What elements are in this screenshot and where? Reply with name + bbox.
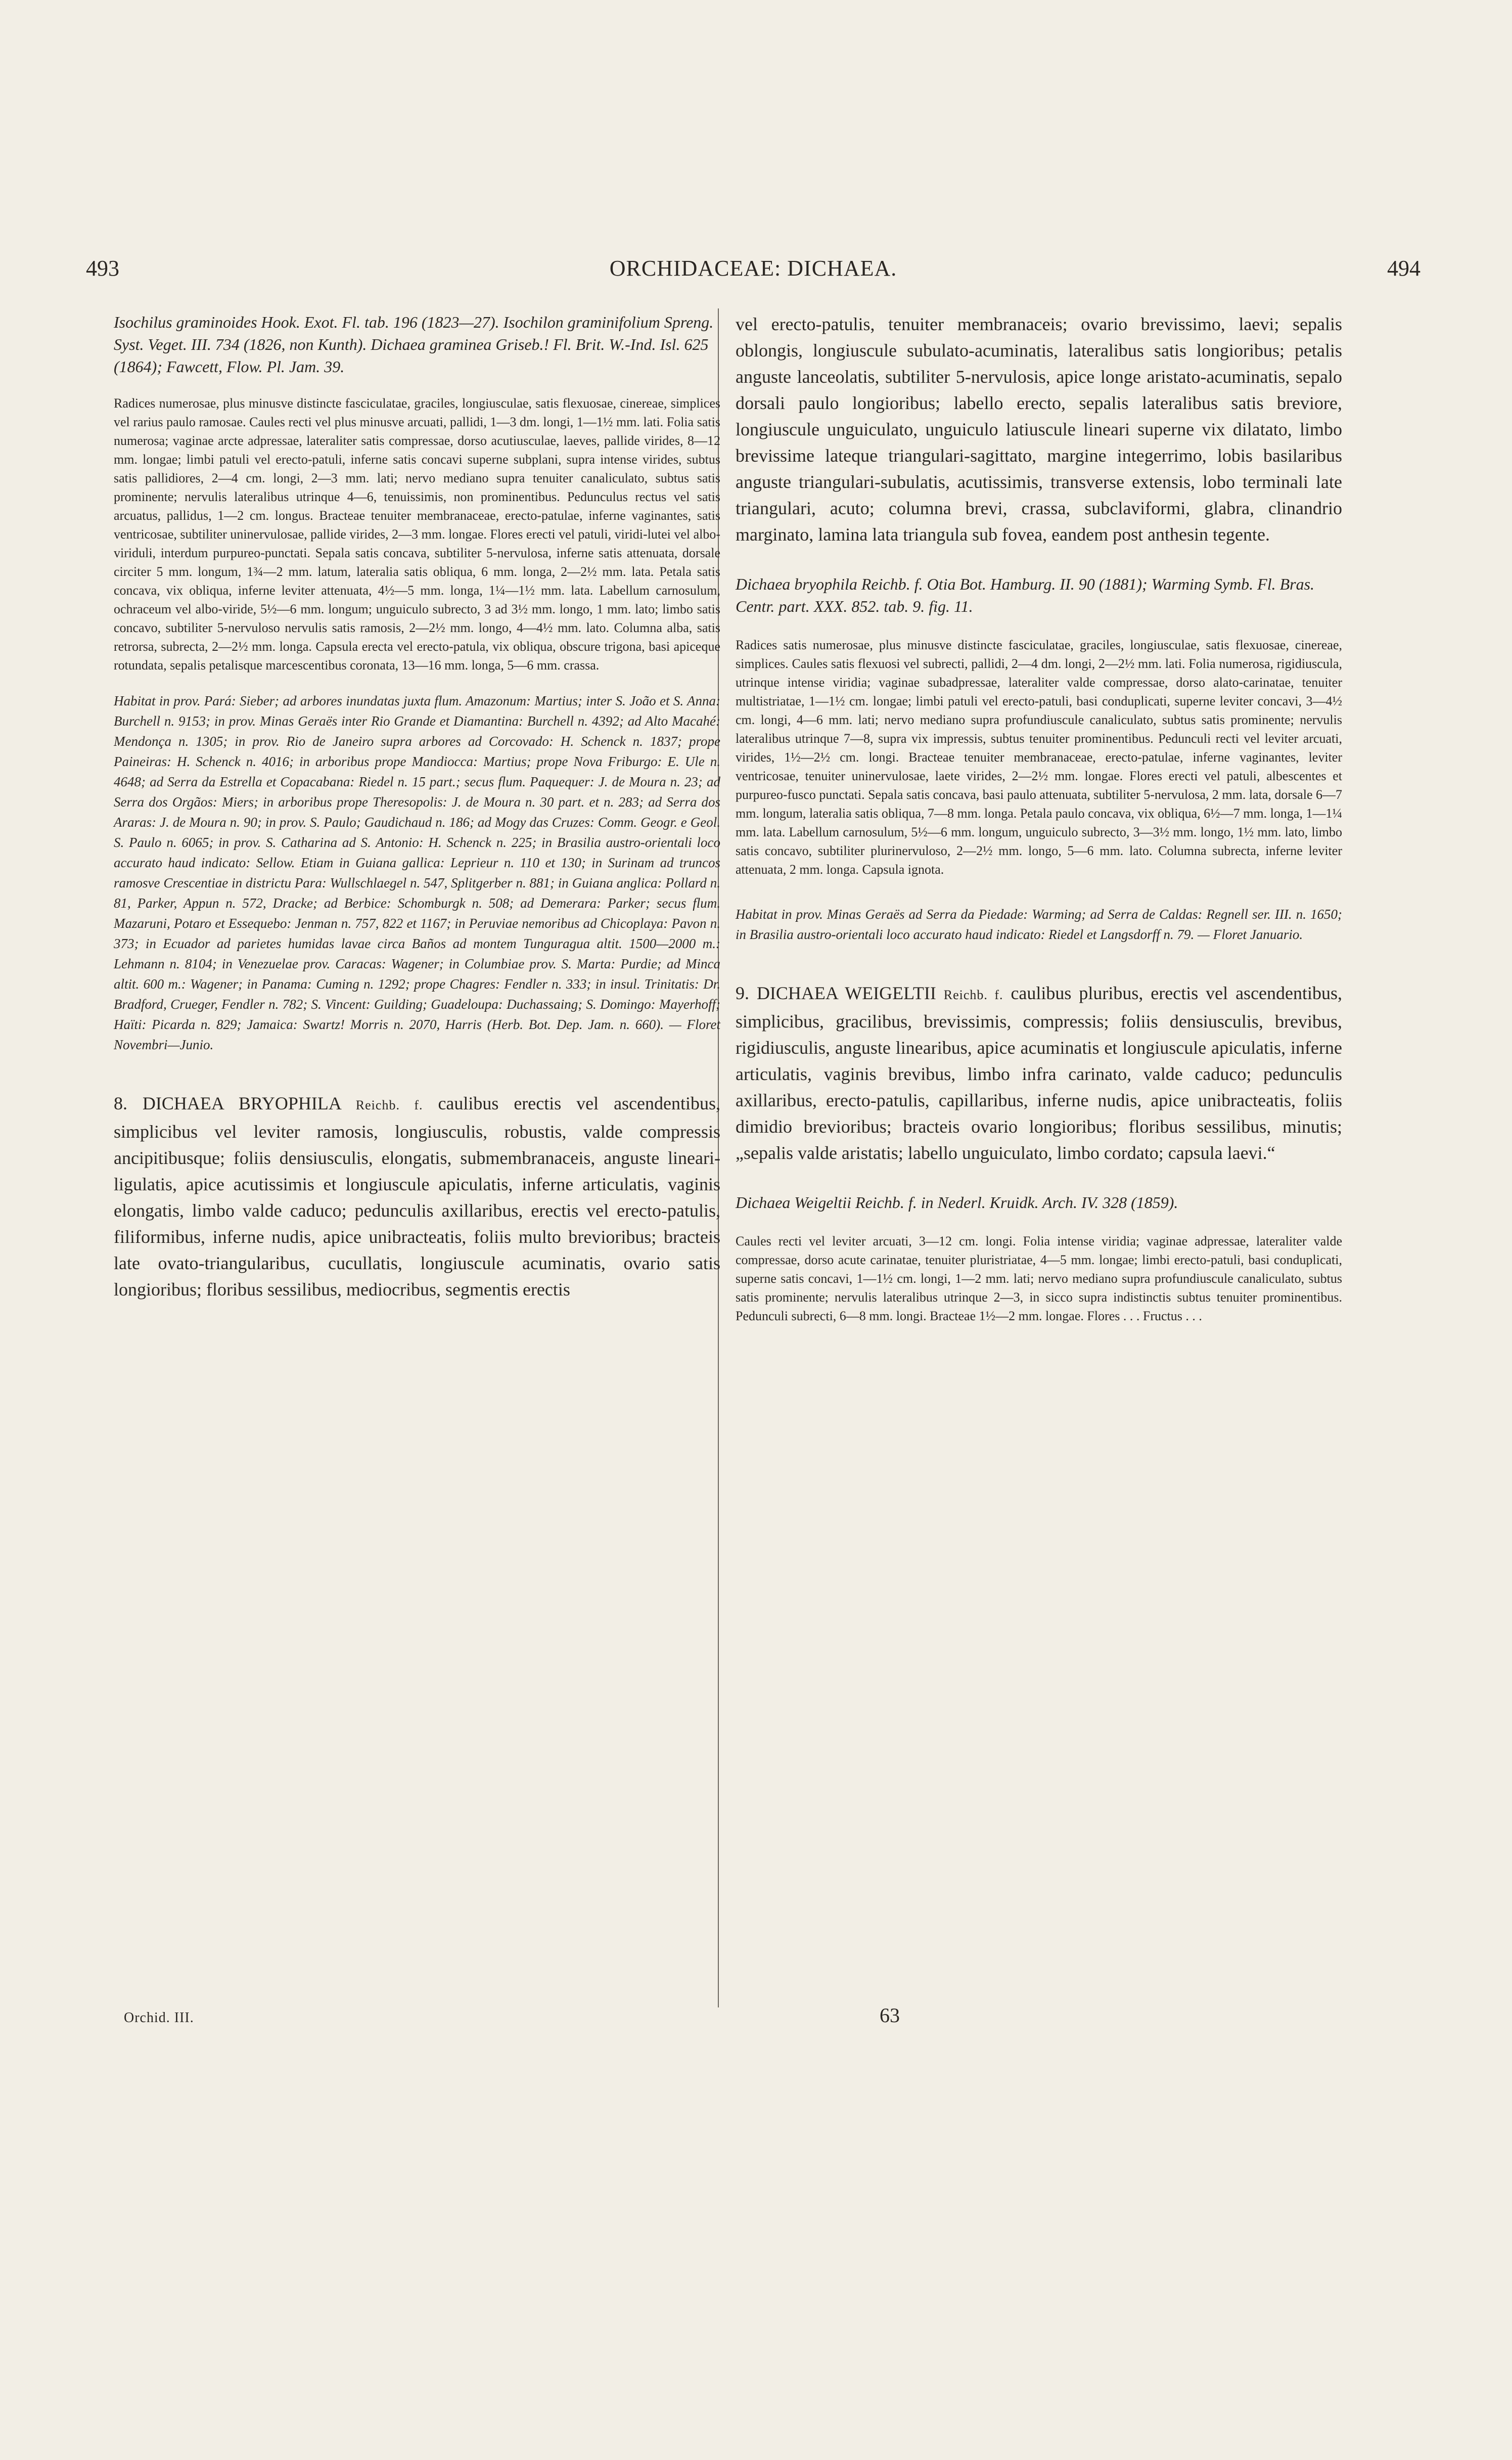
right-page-number: 494: [1387, 256, 1421, 281]
sheet-number: 63: [880, 2004, 900, 2027]
signature-mark: Orchid. III.: [124, 2010, 194, 2026]
species-8-diagnosis: caulibus erectis vel ascendentibus, simplicibus vel leviter ramosis, longiusculis, robustis, valde compressis ancipitibusque; foliis densiusculis, elongatis, submembranaceis, anguste lineari-ligulatis, apice acutissimis et longiuscule apiculatis, inferne articulatis, vaginis elongatis, limbo valde caduco; pedunculis axillaribus, erectis vel erecto-patulis, filiformibus, inferne nudis, apice unibracteatis, foliis multo brevioribus; bracteis late ovato-triangularibus, cucullatis, longiuscule acuminatis, ovario satis longioribus; floribus sessilibus, mediocribus, segmentis erectis: [114, 1093, 721, 1300]
citation-d-weigeltii: Dichaea Weigeltii Reichb. f. in Nederl. Kruidk. Arch. IV. 328 (1859).: [736, 1193, 1178, 1212]
species-8-number: 8.: [114, 1093, 127, 1113]
running-header: [86, 255, 1421, 291]
citation-d-bryophila: Dichaea bryophila Reichb. f. Otia Bot. Hamburg. II. 90 (1881); Warming Symb. Fl. Bras. Centr. part. XXX. 852. tab. 9. fig. 11.: [736, 575, 1315, 615]
synonymy: Isochilus graminoides Hook. Exot. Fl. tab. 196 (1823—27). Isochilon graminifolium Spreng. Syst. Veget. III. 734 (1826, non Kunth). Dichaea graminea Griseb.! Fl. Brit. W.-Ind. Isl. 625 (1864); Fawcett, Flow. Pl. Jam. 39.: [114, 313, 714, 376]
left-page-number: 493: [86, 256, 119, 281]
description-d-weigeltii: Caules recti vel leviter arcuati, 3—12 cm. longi. Folia intense viridia; vaginae adpressae, lateraliter valde compressae, dorso acute carinatae, tenuiter pluristriatae, 4—5 mm. longae; limbi erecto-patuli, basi conduplicati, superne satis concavi, 1—1½ cm. longi, 1—2 mm. lati; nervo mediano supra profundiuscule canaliculato, subtus satis prominente; nervulis lateralibus utrinque 2—3, in sicco supra indistinctis subtus tenuiter prominentibus. Pedunculi subrecti, 6—8 mm. longi. Bracteae 1½—2 mm. longae. Flores . . . Fructus . . .: [736, 1234, 1342, 1323]
species-8-name: DICHAEA BRYOPHILA: [142, 1093, 341, 1113]
species-9-diagnosis: caulibus pluribus, erectis vel ascendentibus, simplicibus, gracilibus, brevissimis, compressis; foliis densiusculis, brevibus, rigidiusculis, anguste linearibus, apice acuminatis et longiuscule apiculatis, inferne articulatis, vaginis brevibus, limbo infra carinato, valde caduco; pedunculis axillaribus, erecto-patulis, capillaribus, inferne nudis, apice unibracteatis, foliis dimidio brevioribus; bracteis ovario longioribus; floribus sessilibus, minutis; „sepalis valde aristatis; labello unguiculato, limbo cordato; capsula laevi.“: [736, 983, 1343, 1163]
description-d-graminoides: Radices numerosae, plus minusve distincte fasciculatae, graciles, longiusculae, satis flexuosae, cinereae, simplices vel rarius paulo ramosae. Caules recti vel plus minusve arcuati, pallidi, 1—3 dm. longi, 1—1½ mm. lati. Folia satis numerosa; vaginae arcte adpressae, lateraliter satis compressae, dorso acutiusculae, laeves, pallide virides, 8—12 mm. longae; limbi patuli vel erecto-patuli, inferne satis concavi superne subplani, supra intense virides, subtus satis pallidiores, 2—4 cm. longi, 2—3 mm. lati; nervo mediano supra tenuiter canaliculato, subtus satis prominente; nervulis lateralibus utrinque 4—6, tenuissimis, non prominentibus. Pedunculus rectus vel satis arcuatus, pallidus, 1—2 cm. longus. Bracteae tenuiter membranaceae, erecto-patulae, inferne vaginantes, satis ventricosae, subtiliter uninervulosae, pallide virides, 2—3 mm. longae. Flores erecti vel patuli, viridi-lutei vel albo-viriduli, interdum purpureo-punctati. Sepala satis concava, subtiliter 5-nervulosa, inferne satis attenuata, dorsale circiter 5 mm. longum, 1¾—2 mm. latum, lateralia satis obliqua, 6 mm. longa, 2—2½ mm. lata. Petala satis concava, vix obliqua, inferne leviter attenuata, 4½—5 mm. longa, 1¼—1½ mm. lata. Labellum carnosulum, ochraceum vel albo-viride, 5½—6 mm. longum; unguiculo subrecto, 3 ad 3½ mm. longo, 1 mm. lato; limbo satis concavo, subtiliter 5-nervuloso nervulis satis ramosis, 2—2½ mm. longo, 4—4½ mm. lato. Columna alba, satis retrorsa, subrecta, 2—2½ mm. longa. Capsula erecta vel erecto-patula, vix obliqua, obscure trigona, basi apiceque rotundata, sepalis petalisque marcescentibus coronata, 13—16 mm. longa, 5—6 mm. crassa.: [114, 396, 721, 673]
habitat-d-graminoides: Habitat in prov. Pará: Sieber; ad arbores inundatas juxta flum. Amazonum: Martius; inter S. João et S. Anna: Burchell n. 9153; in prov. Minas Geraës inter Rio Grande et Diamantina: Burchell n. 4392; ad Alto Macahé: Mendonça n. 1305; in prov. Rio de Janeiro supra arbores ad Corcovado: H. Schenck n. 1837; prope Paineiras: H. Schenck n. 4016; in arboribus prope Mandiocca: Martius; prope Nova Friburgo: E. Ule n. 4648; ad Serra da Estrella et Copacabana: Riedel n. 15 part.; secus flum. Paquequer: J. de Moura n. 23; ad Serra dos Orgãos: Miers; in arboribus prope Theresopolis: J. de Moura n. 30 part. et n. 283; ad Serra dos Araras: J. de Moura n. 90; in prov. S. Paulo; Gaudichaud n. 186; ad Mogy das Cruzes: Comm. Geogr. e Geol. S. Paulo n. 6065; in prov. S. Catharina ad S. Antonio: H. Schenck n. 225; in Brasilia austro-orientali loco accurato haud indicato: Sellow. Etiam in Guiana gallica: Leprieur n. 110 et 130; in Surinam ad truncos ramosve Crescentiae in districtu Para: Wullschlaegel n. 547, Splitgerber n. 881; in Guiana anglica: Pollard n. 81, Parker, Appun n. 572, Dracke; ad Berbice: Schomburgk n. 508; ad Demerara: Parker; secus flum. Mazaruni, Potaro et Essequebo: Jenman n. 757, 822 et 1167; in Peruviae nemoribus ad Chicoplaya: Pavon n. 373; in Ecuador ad parietes humidas lavae circa Baños ad montem Tunguragua altit. 1500—2000 m.: Lehmann n. 8104; in Venezuelae prov. Caracas: Wagener; in Columbiae prov. S. Marta: Purdie; ad Minca altit. 600 m.: Wagener; in Panama: Cuming n. 1292; prope Chagres: Fendler n. 333; in insul. Trinitatis: Dr. Bradford, Crueger, Fendler n. 782; S. Vincent: Guilding; Guadeloupa: Duchassaing; S. Domingo: Mayerhoff; Haïti: Picarda n. 829; Jamaica: Swartz! Morris n. 2070, Harris (Herb. Bot. Dep. Jam. n. 660). — Floret Novembri—Junio.: [114, 693, 720, 1052]
left-column: [114, 311, 720, 1303]
right-column: [736, 311, 1342, 1325]
species-9-author: Reichb. f.: [943, 988, 1003, 1002]
description-d-bryophila: Radices satis numerosae, plus minusve distincte fasciculatae, graciles, longiusculae, satis flexuosae, cinereae, simplices. Caules satis flexuosi vel subrecti, pallidi, 2—4 dm. longi, 2—2½ mm. lati. Folia numerosa, rigidiuscula, utrinque intense viridia; vaginae subadpressae, lateraliter valde compressae, dorso alato-carinatae, tenuiter multistriatae, 1—1½ cm. longae; limbi patuli vel erecto-patuli, basi conduplicati, superne leviter concavi, 3—4½ cm. longi, 4—6 mm. lati; nervo mediano supra profundiuscule canaliculato, subtus satis prominente; nervulis lateralibus utrinque 7—8, supra vix impressis, subtus tenuiter prominentibus. Pedunculi recti vel leviter arcuati, virides, 1½—2½ cm. longi. Bracteae tenuiter membranaceae, erecto-patulae, inferne vaginantes, leviter ventricosae, tenuiter uninervulosae, laete virides, 2—2½ mm. longae. Flores erecti vel patuli, albescentes et purpureo-fusco punctati. Sepala satis concava, basi paulo attenuata, subtiliter 5-nervulosa, 2 mm. lata, dorsale 6—7 mm. longum, lateralia satis obliqua, 7—8 mm. longa. Petala paulo concava, vix obliqua, 6½—7 mm. longa, 1—1¼ mm. lata. Labellum carnosulum, 5½—6 mm. longum, unguiculo subrecto, 3—3½ mm. longo, 1½ mm. lato, limbo satis concavo, subtiliter plurinervuloso, 2—2½ mm. longo, 5—6 mm. lato. Columna subrecta, inferne leviter attenuata, 2 mm. longa. Capsula ignota.: [736, 638, 1342, 877]
species-9-heading: [736, 980, 1342, 1166]
species-8-diagnosis-continued: vel erecto-patulis, tenuiter membranaceis; ovario brevissimo, laevi; sepalis oblongis, longiuscule subulato-acuminatis, lateralibus satis longioribus; petalis anguste lanceolatis, subtiliter 5-nervulosis, apice longe aristato-acuminatis, sepalo dorsali paulo longioribus; labello erecto, sepalis lateralibus satis breviore, longiuscule unguiculato, unguiculo latiuscule lineari superne vix dilatato, limbo brevissime lateque triangulari-sagittato, margine integerrimo, lobis basilaribus anguste triangulari-subulatis, acutissimis, transverse extensis, lobo terminali late triangulari, acuto; columna brevi, crassa, subclaviformi, glabra, clinandrio marginato, lamina lata triangula sub fovea, eandem post anthesin tegente.: [736, 314, 1342, 545]
running-title: ORCHIDACEAE: DICHAEA.: [609, 256, 897, 281]
habitat-d-bryophila: Habitat in prov. Minas Geraës ad Serra da Piedade: Warming; ad Serra de Caldas: Regnell ser. III. n. 1650; in Brasilia austro-orientali loco accurato haud indicato: Riedel et Langsdorff n. 79. — Floret Januario.: [736, 907, 1342, 942]
species-8-heading: [114, 1090, 720, 1303]
species-9-name: DICHAEA WEIGELTII: [756, 983, 936, 1003]
species-9-number: 9.: [736, 983, 749, 1003]
species-8-author: Reichb. f.: [355, 1098, 423, 1112]
